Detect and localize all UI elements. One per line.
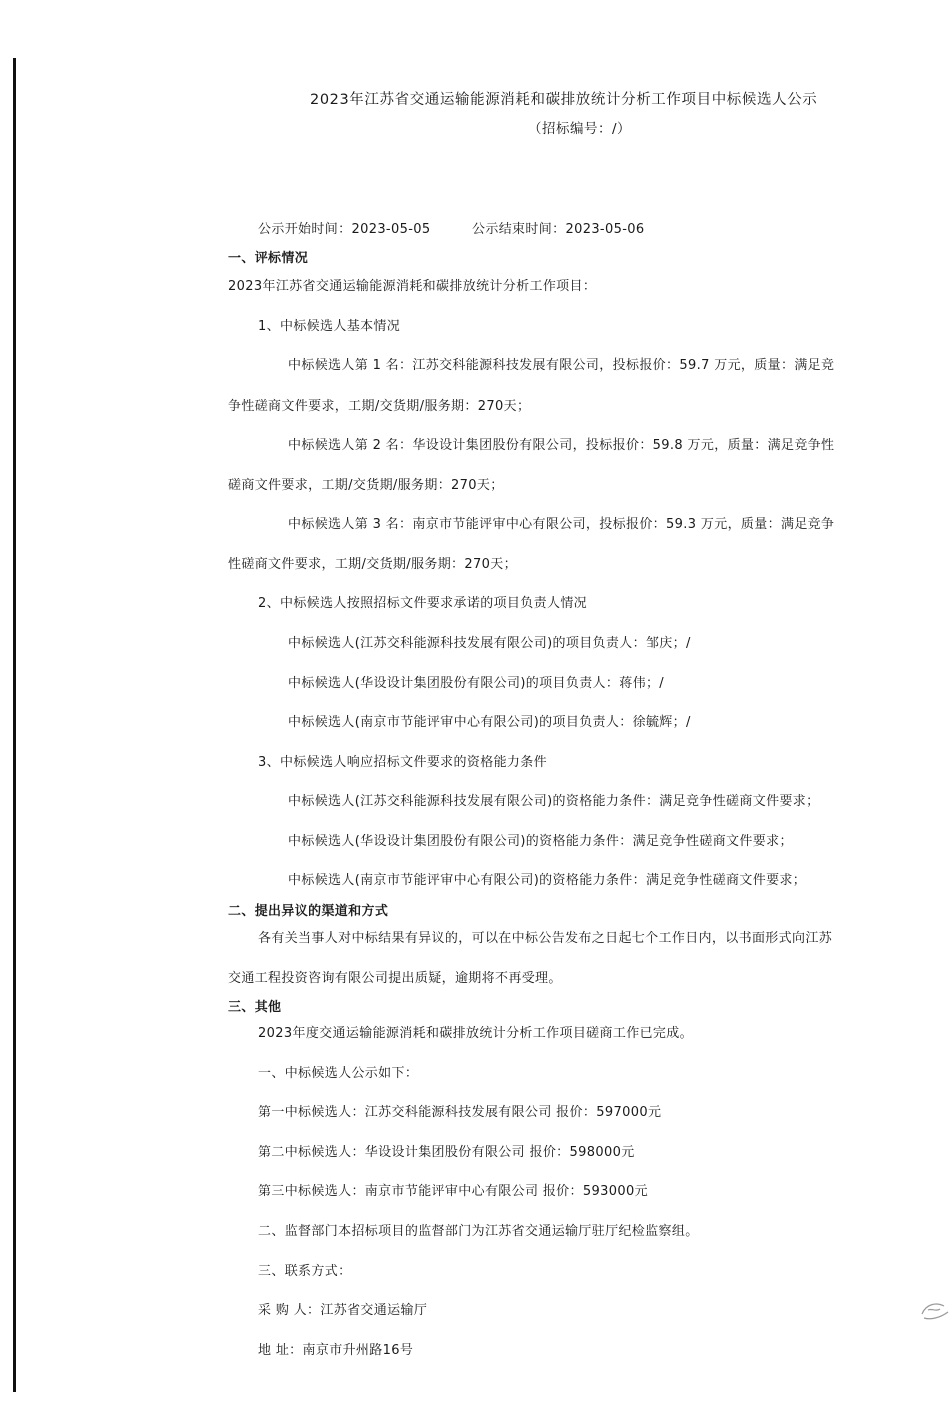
other-item-1: 一、中标候选人公示如下： — [258, 1066, 419, 1081]
project-manager-3: 中标候选人(南京市节能评审中心有限公司)的项目负责人：徐毓辉；/ — [288, 715, 691, 730]
section-2-heading: 二、提出异议的渠道和方式 — [228, 904, 389, 919]
qualification-2: 中标候选人(华设设计集团股份有限公司)的资格能力条件：满足竞争性磋商文件要求； — [288, 834, 793, 849]
subsection-1-heading: 1、中标候选人基本情况 — [258, 319, 401, 334]
section-1-intro: 2023年江苏省交通运输能源消耗和碳排放统计分析工作项目： — [228, 279, 597, 294]
section-1-heading: 一、评标情况 — [228, 251, 309, 266]
tender-number: （招标编号：/） — [528, 121, 632, 137]
section-3-intro: 2023年度交通运输能源消耗和碳排放统计分析工作项目磋商工作已完成。 — [258, 1026, 693, 1041]
buyer: 采 购 人：江苏省交通运输厅 — [258, 1303, 428, 1318]
winner-1: 第一中标候选人：江苏交科能源科技发展有限公司 报价：597000元 — [258, 1105, 662, 1120]
candidate-2-line-2: 磋商文件要求，工期/交货期/服务期：270天； — [228, 478, 504, 493]
left-margin-rule — [13, 58, 16, 1392]
qualification-1: 中标候选人(江苏交科能源科技发展有限公司)的资格能力条件：满足竞争性磋商文件要求； — [288, 794, 820, 809]
candidate-1-line-1: 中标候选人第 1 名：江苏交科能源科技发展有限公司，投标报价：59.7 万元，质量：满足竞 — [288, 358, 835, 373]
candidate-3-line-1: 中标候选人第 3 名：南京市节能评审中心有限公司，投标报价：59.3 万元，质量：满足竞争 — [288, 517, 835, 532]
qualification-3: 中标候选人(南京市节能评审中心有限公司)的资格能力条件：满足竞争性磋商文件要求； — [288, 873, 807, 888]
publicity-start: 公示开始时间：2023-05-05 — [258, 222, 431, 237]
winner-2: 第二中标候选人：华设设计集团股份有限公司 报价：598000元 — [258, 1145, 635, 1160]
winner-3: 第三中标候选人：南京市节能评审中心有限公司 报价：593000元 — [258, 1184, 648, 1199]
address: 地 址：南京市升州路16号 — [258, 1343, 414, 1358]
publicity-end: 公示结束时间：2023-05-06 — [472, 222, 645, 237]
project-manager-1: 中标候选人(江苏交科能源科技发展有限公司)的项目负责人：邹庆；/ — [288, 636, 691, 651]
other-item-3: 三、联系方式： — [258, 1264, 352, 1279]
objection-line-2: 交通工程投资咨询有限公司提出质疑，逾期将不再受理。 — [228, 971, 562, 986]
objection-line-1: 各有关当事人对中标结果有异议的，可以在中标公告发布之日起七个工作日内，以书面形式向江苏 — [258, 931, 833, 946]
candidate-1-line-2: 争性磋商文件要求，工期/交货期/服务期：270天； — [228, 399, 531, 414]
other-item-2: 二、监督部门本招标项目的监督部门为江苏省交通运输厅驻厅纪检监察组。 — [258, 1224, 699, 1239]
section-3-heading: 三、其他 — [228, 1000, 282, 1015]
candidate-2-line-1: 中标候选人第 2 名：华设设计集团股份有限公司，投标报价：59.8 万元，质量：满足竞争性 — [288, 438, 835, 453]
project-manager-2: 中标候选人(华设设计集团股份有限公司)的项目负责人：蒋伟；/ — [288, 676, 665, 691]
subsection-2-heading: 2、中标候选人按照招标文件要求承诺的项目负责人情况 — [258, 596, 588, 611]
document-title: 2023年江苏省交通运输能源消耗和碳排放统计分析工作项目中标候选人公示 — [310, 92, 818, 108]
subsection-3-heading: 3、中标候选人响应招标文件要求的资格能力条件 — [258, 755, 547, 770]
seal-fragment-icon — [918, 1300, 950, 1322]
candidate-3-line-2: 性磋商文件要求，工期/交货期/服务期：270天； — [228, 557, 517, 572]
